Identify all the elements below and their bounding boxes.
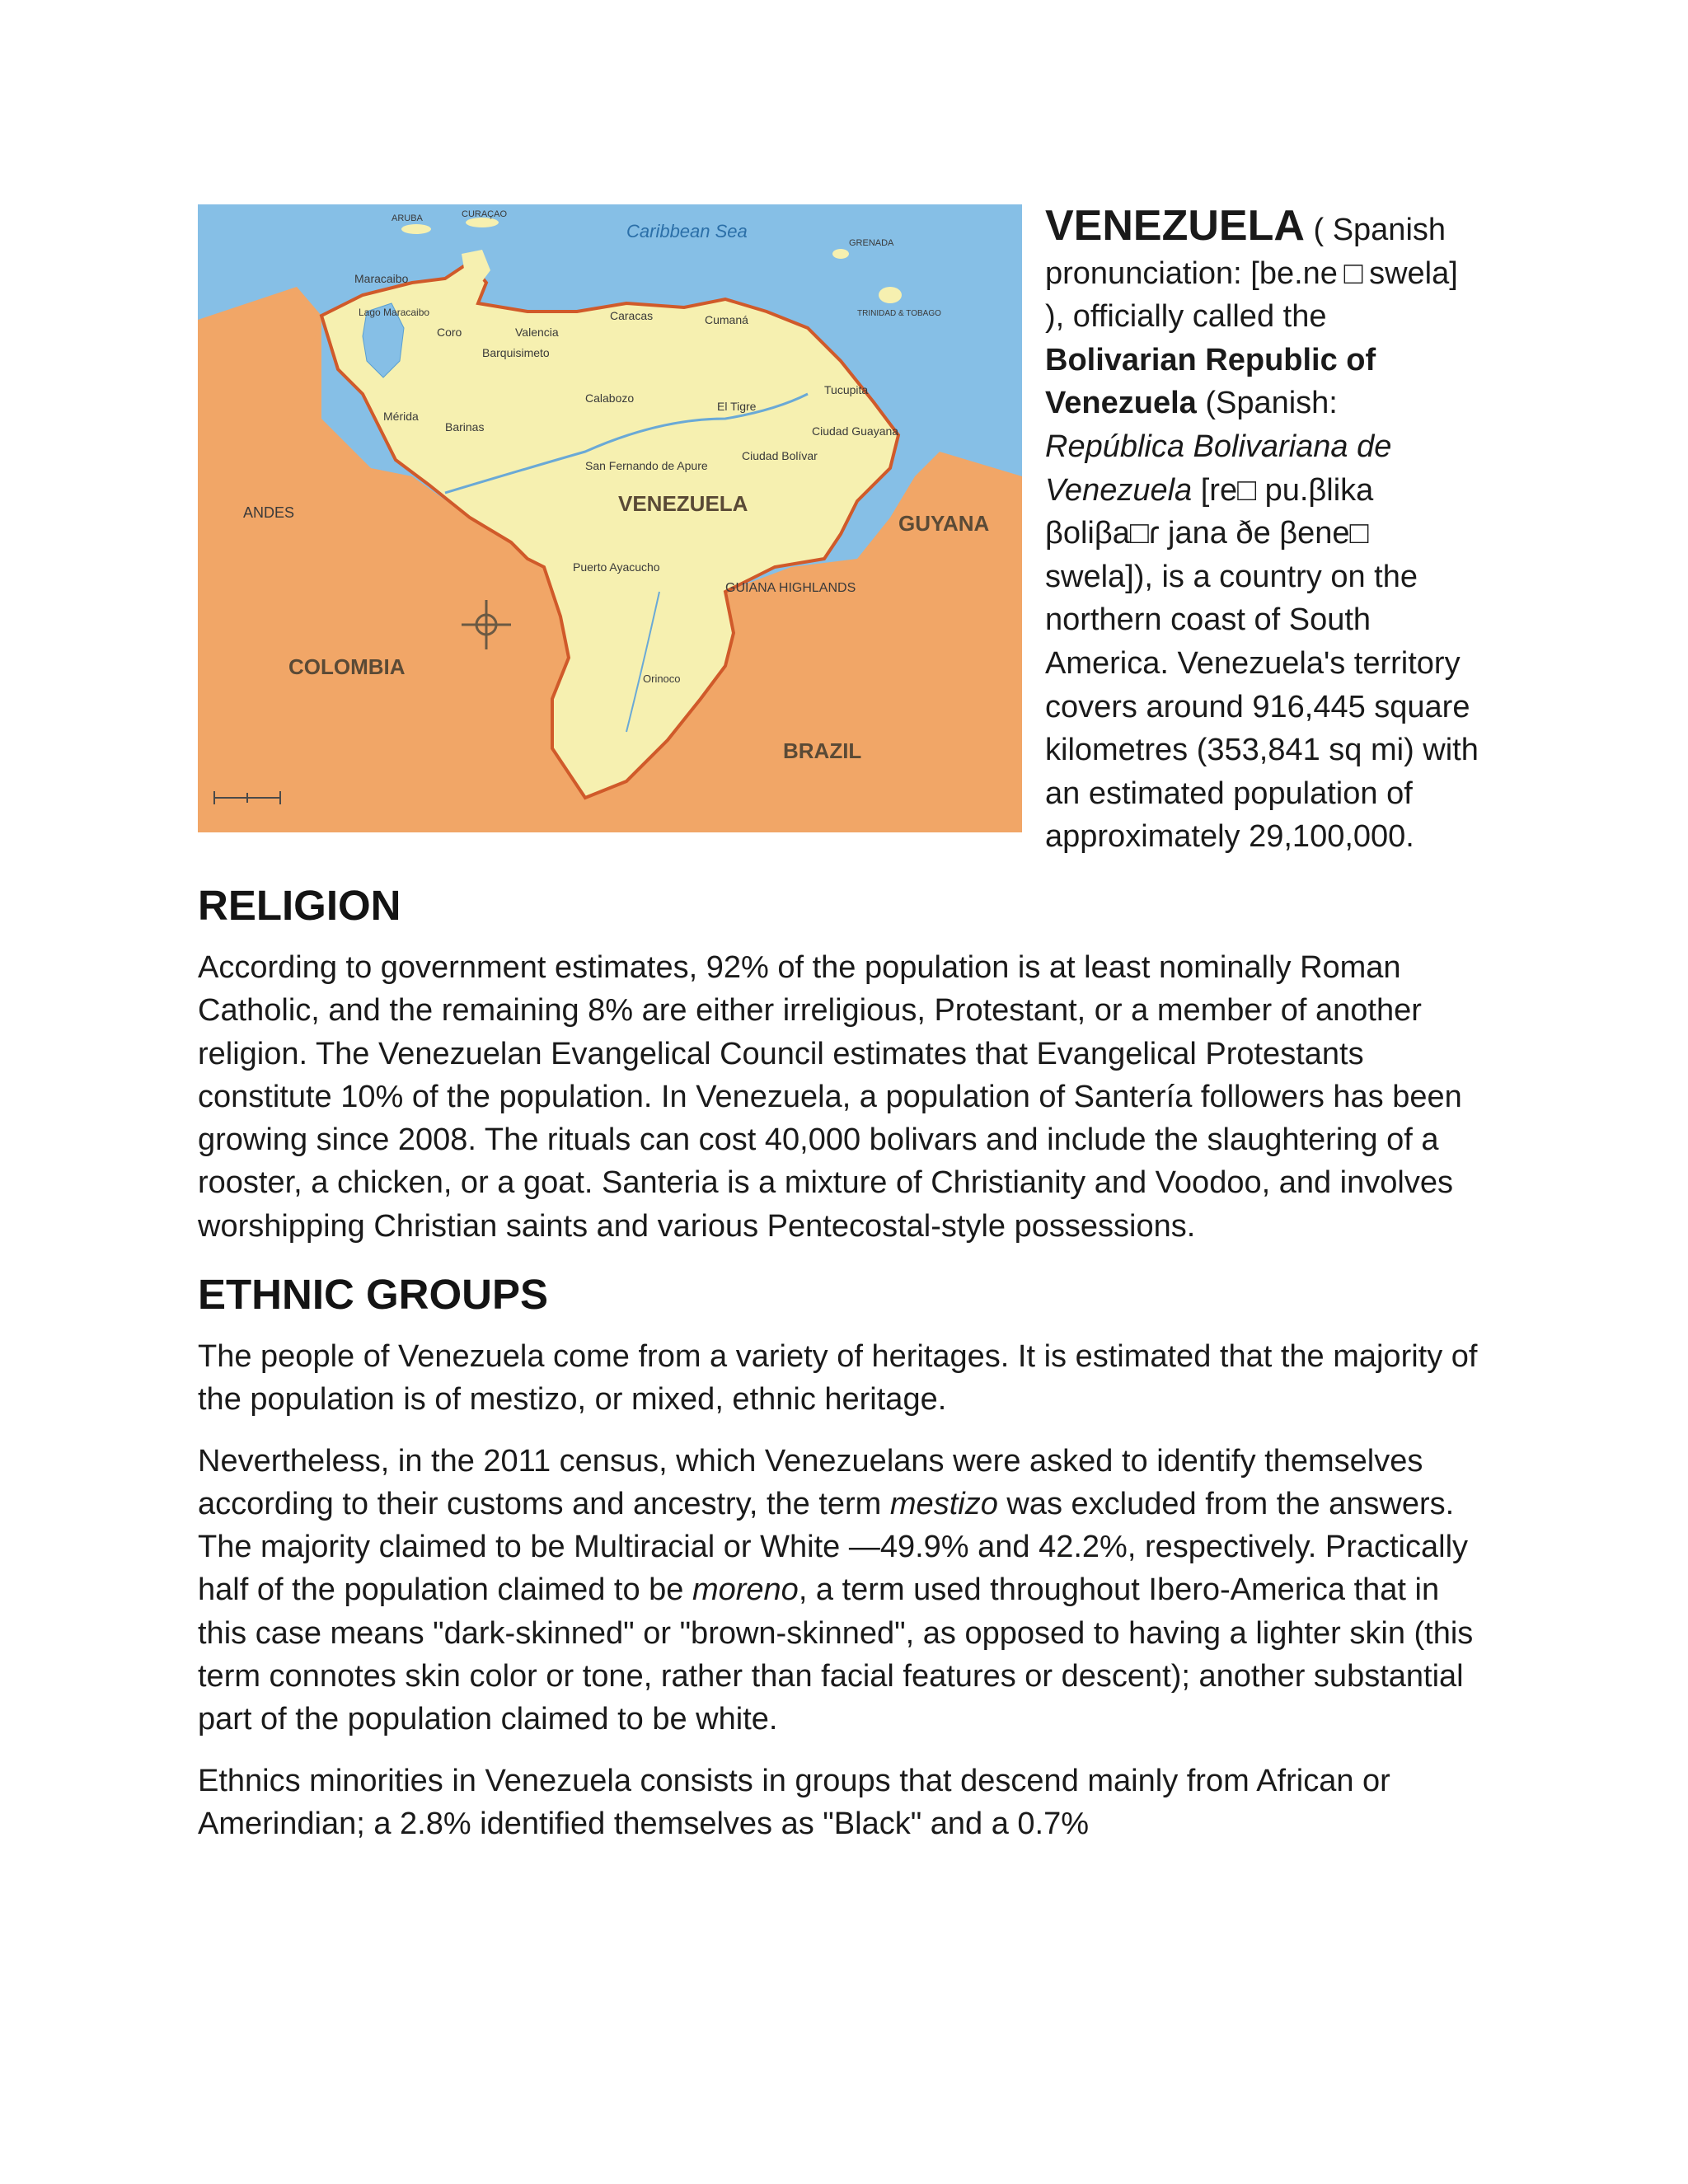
map-city-calabozo: Calabozo [585, 391, 635, 405]
map-graphic [198, 204, 1022, 832]
map-neighbor-guyana: GUYANA [898, 511, 990, 536]
term-mestizo: mestizo [889, 1486, 998, 1521]
map-city-ciudad-guayana: Ciudad Guayana [812, 424, 899, 438]
country-name-heading: VENEZUELA [1045, 202, 1305, 250]
ethnic-para2-text-a: Nevertheless, in the 2011 census, which Venezuelans were asked to identify themselves according to their customs and ancestry, the term [198, 1443, 1423, 1521]
map-island-trinidad: TRINIDAD & TOBAGO [857, 309, 941, 318]
map-island-aruba: ARUBA [392, 213, 423, 223]
official-name: Bolivarian Republic of Venezuela [1045, 342, 1376, 421]
map-city-el-tigre: El Tigre [717, 400, 757, 413]
intro-text-part1: ( Spanish pronunciation: [be.ne □ swela] ), officially called the [1045, 213, 1458, 335]
map-sea-label: Caribbean Sea [626, 221, 748, 241]
intro-text-part2: (Spanish: [1196, 386, 1338, 421]
map-city-barquisimeto: Barquisimeto [482, 346, 550, 359]
ethnic-groups-heading: ETHNIC GROUPS [198, 1270, 549, 1318]
map-neighbor-colombia: COLOMBIA [288, 654, 406, 679]
intro-section [198, 204, 1484, 859]
map-region-andes: ANDES [243, 504, 295, 521]
religion-heading: RELIGION [198, 881, 401, 929]
map-city-caracas: Caracas [610, 309, 654, 322]
map-city-tucupita: Tucupita [824, 383, 869, 396]
map-city-valencia: Valencia [515, 326, 559, 339]
map-lake-label: Lago Maracaibo [359, 307, 430, 318]
ethnic-paragraph-2 [198, 1440, 1484, 1741]
ethnic-para2-text-c: , a term used throughout Ibero-America that in this case means "dark-skinned" or "brown-skinned", as opposed to having a lighter skin (this term connotes skin color or tone, rather than facial features or descent); another substantial part of the population claimed to be white. [198, 1572, 1474, 1737]
map-city-puerto-ayacucho: Puerto Ayacucho [573, 560, 660, 574]
map-region-guiana-highlands: GUIANA HIGHLANDS [725, 581, 856, 595]
term-moreno: moreno [692, 1572, 799, 1608]
map-city-san-fernando: San Fernando de Apure [585, 459, 708, 472]
map-city-merida: Mérida [383, 410, 419, 423]
venezuela-map-image [198, 204, 1022, 832]
map-city-cumana: Cumaná [705, 313, 748, 326]
map-neighbor-brazil: BRAZIL [783, 738, 862, 763]
ethnic-para2-text-b: was excluded from the answers. The majority claimed to be Multiracial or White —49.9% and 42.2%, respectively. Practically half of the population claimed to be [198, 1486, 1469, 1608]
map-city-coro: Coro [437, 326, 462, 339]
map-city-maracaibo: Maracaibo [354, 272, 409, 285]
spanish-name: República Bolivariana de Venezuela [1045, 429, 1392, 508]
intro-text-part3: [re□ pu.βlika βoliβa□ɾ jana ðe βene□ swela]), is a country on the northern coast of South America. Venezuela's territory covers around 916,445 square kilometres (353,841 sq mi) with an estimated population of approximately 29,100,000. [1045, 472, 1479, 855]
map-island-grenada: GRENADA [849, 238, 894, 248]
map-country-label: VENEZUELA [618, 491, 748, 516]
document-page [198, 204, 1484, 1863]
ethnic-paragraph-3: Ethnics minorities in Venezuela consists in groups that descend mainly from African or Amerindian; a 2.8% identified themselves as "Black" and a 0.7% [198, 1763, 1390, 1841]
map-city-barinas: Barinas [445, 420, 485, 434]
map-city-ciudad-bolivar: Ciudad Bolívar [742, 449, 818, 462]
map-island-curacao: CURAÇAO [462, 209, 508, 219]
map-river-label: Orinoco [643, 673, 681, 685]
religion-paragraph: According to government estimates, 92% of the population is at least nominally Roman Catholic, and the remaining 8% are either irreligious, Protestant, or a member of another religion. The Venezuelan Evangelical Council estimates that Evangelical Protestants constitute 10% of the population. In Venezuela, a population of Santería followers has been growing since 2008. The rituals can cost 40,000 bolivars and include the slaughtering of a rooster, a chicken, or a goat. Santeria is a mixture of Christianity and Voodoo, and involves worshipping Christian saints and various Pentecostal-style possessions. [198, 949, 1462, 1244]
ethnic-paragraph-1: The people of Venezuela come from a variety of heritages. It is estimated that the majority of the population is of mestizo, or mixed, ethnic heritage. [198, 1338, 1478, 1418]
